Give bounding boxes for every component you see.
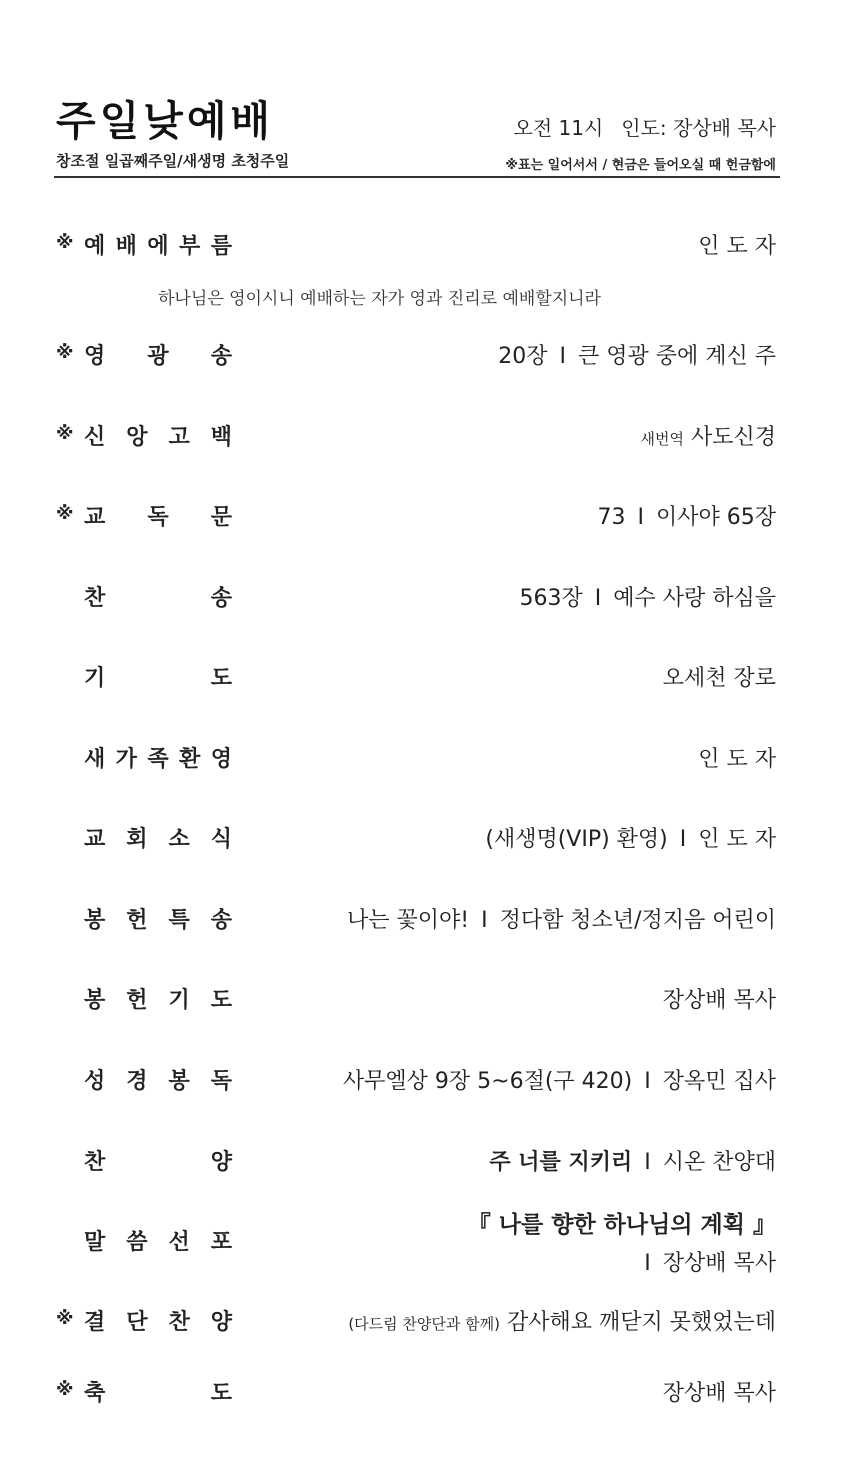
label-char: 새 bbox=[84, 747, 106, 772]
service-subtitle: 창조절 일곱째주일/새생명 초청주일 bbox=[56, 152, 290, 170]
label-char: 헌 bbox=[126, 908, 148, 933]
label-char: 말 bbox=[84, 1230, 106, 1255]
label-char: 독 bbox=[147, 505, 169, 530]
label-char: 교 bbox=[84, 505, 106, 530]
order-item-value bbox=[498, 339, 776, 370]
order-item-special-song bbox=[0, 900, 860, 940]
label-char: 축 bbox=[84, 1381, 106, 1406]
label-char: 도 bbox=[210, 666, 232, 691]
label-char: 봉 bbox=[168, 1069, 190, 1094]
closing-song-title: 감사해요 깨닫지 못했었는데 bbox=[506, 1310, 776, 1335]
header-divider bbox=[54, 176, 780, 178]
order-item-gloria bbox=[0, 336, 860, 376]
sermon-title: 『 나를 향한 하나님의 계획 』 bbox=[467, 1212, 776, 1238]
label-char: 식 bbox=[210, 827, 232, 852]
label-char: 족 bbox=[147, 747, 169, 772]
scripture-reader: 장옥민 집사 bbox=[662, 1069, 776, 1094]
separator: I bbox=[594, 586, 602, 611]
service-leader: 인도: 장상배 목사 bbox=[621, 116, 776, 140]
label-char: 광 bbox=[147, 344, 169, 369]
separator: I bbox=[679, 827, 687, 852]
label-char: 도 bbox=[210, 988, 232, 1013]
order-item-label bbox=[84, 983, 232, 1014]
label-char: 양 bbox=[210, 1150, 232, 1175]
label-char: 양 bbox=[210, 1310, 232, 1335]
label-char: 단 bbox=[126, 1310, 148, 1335]
label-char: 봉 bbox=[84, 908, 106, 933]
order-item-closing-song bbox=[0, 1302, 860, 1342]
order-item-call-to-worship bbox=[0, 226, 860, 266]
label-char: 소 bbox=[168, 827, 190, 852]
order-item-prayer bbox=[0, 658, 860, 698]
order-item-value bbox=[485, 822, 776, 853]
label-char: 독 bbox=[210, 1069, 232, 1094]
order-item-label bbox=[84, 500, 232, 531]
order-item-anthem bbox=[0, 1142, 860, 1182]
anthem-title: 주 너를 지키리 bbox=[489, 1150, 633, 1175]
label-char: 부 bbox=[179, 234, 201, 259]
label-char: 영 bbox=[84, 344, 106, 369]
stand-marker: ※ bbox=[56, 423, 74, 444]
separator: I bbox=[481, 908, 488, 933]
song-title: 나는 꽃이야! bbox=[346, 908, 470, 933]
order-item-value bbox=[519, 581, 776, 612]
label-char: 백 bbox=[210, 425, 232, 450]
label-char: 고 bbox=[168, 425, 190, 450]
label-char: 에 bbox=[147, 234, 169, 259]
order-item-value: 오세천 장로 bbox=[662, 666, 776, 691]
order-item-church-news bbox=[0, 819, 860, 859]
separator: I bbox=[637, 505, 644, 530]
hymn-title: 예수 사랑 하심을 bbox=[613, 586, 776, 611]
order-item-welcome bbox=[0, 739, 860, 779]
label-char: 포 bbox=[210, 1230, 232, 1255]
hymn-title: 큰 영광 중에 계신 주 bbox=[578, 344, 776, 369]
order-item-label bbox=[84, 1064, 232, 1095]
order-item-value bbox=[348, 1305, 776, 1336]
label-char: 앙 bbox=[126, 425, 148, 450]
order-item-label bbox=[84, 1305, 232, 1336]
order-item-label bbox=[84, 581, 232, 612]
label-char: 송 bbox=[210, 344, 232, 369]
order-item-responsive-reading bbox=[0, 497, 860, 537]
order-item-value bbox=[347, 903, 776, 934]
order-item-hymn bbox=[0, 578, 860, 618]
service-title: 주일낮예배 bbox=[56, 97, 275, 145]
reading-number: 73 bbox=[597, 505, 626, 530]
order-item-value: 인 도 자 bbox=[698, 234, 776, 259]
label-char: 찬 bbox=[168, 1310, 190, 1335]
order-item-offering-prayer bbox=[0, 980, 860, 1020]
label-char: 경 bbox=[126, 1069, 148, 1094]
translation-note: 새번역 bbox=[640, 430, 684, 448]
stand-marker: ※ bbox=[56, 342, 74, 363]
service-time: 오전 11시 bbox=[513, 116, 604, 140]
preacher-name: 장상배 목사 bbox=[662, 1251, 776, 1276]
order-item-label bbox=[84, 903, 232, 934]
order-item-value: 장상배 목사 bbox=[662, 988, 776, 1013]
label-char: 름 bbox=[210, 234, 232, 259]
label-char: 가 bbox=[115, 747, 137, 772]
label-char: 송 bbox=[210, 908, 232, 933]
label-char: 도 bbox=[210, 1381, 232, 1406]
hymn-number: 563장 bbox=[519, 586, 583, 611]
label-char: 찬 bbox=[84, 1150, 106, 1175]
label-char: 예 bbox=[84, 234, 106, 259]
label-char: 회 bbox=[126, 827, 148, 852]
order-item-value: 인 도 자 bbox=[698, 747, 776, 772]
label-char: 특 bbox=[168, 908, 190, 933]
separator: I bbox=[644, 1251, 651, 1276]
label-char: 씀 bbox=[126, 1230, 148, 1255]
label-char: 송 bbox=[210, 586, 232, 611]
separator: I bbox=[644, 1069, 651, 1094]
stand-marker: ※ bbox=[56, 232, 74, 253]
scripture-passage: 사무엘상 9장 5~6절(구 420) bbox=[342, 1069, 633, 1094]
label-char: 교 bbox=[84, 827, 106, 852]
with-team-note: (다드림 찬양단과 함께) bbox=[348, 1315, 500, 1333]
stand-marker: ※ bbox=[56, 1308, 74, 1329]
hymn-number: 20장 bbox=[498, 344, 548, 369]
news-detail: (새생명(VIP) 환영) bbox=[485, 827, 668, 852]
label-char: 기 bbox=[168, 988, 190, 1013]
order-item-label bbox=[84, 1376, 232, 1407]
order-item-value bbox=[598, 500, 777, 531]
label-char: 봉 bbox=[84, 988, 106, 1013]
label-char: 문 bbox=[210, 505, 232, 530]
order-item-creed bbox=[0, 417, 860, 457]
label-char: 기 bbox=[84, 666, 106, 691]
label-char: 영 bbox=[210, 747, 232, 772]
label-char: 결 bbox=[84, 1310, 106, 1335]
order-item-value bbox=[343, 1064, 776, 1095]
sermon-preacher bbox=[632, 1246, 776, 1277]
label-char: 선 bbox=[168, 1230, 190, 1255]
label-char: 성 bbox=[84, 1069, 106, 1094]
label-char: 신 bbox=[84, 425, 106, 450]
stand-marker: ※ bbox=[56, 1379, 74, 1400]
separator: I bbox=[559, 344, 566, 369]
label-char: 배 bbox=[115, 234, 137, 259]
order-item-value bbox=[641, 420, 777, 451]
order-item-label bbox=[84, 339, 232, 370]
order-item-benediction bbox=[0, 1373, 860, 1413]
order-item-label bbox=[84, 661, 232, 692]
order-item-scripture-reading bbox=[0, 1061, 860, 1101]
news-presenter: 인 도 자 bbox=[698, 827, 776, 852]
scripture-quote: 하나님은 영이시니 예배하는 자가 영과 진리로 예배할지니라 bbox=[158, 289, 601, 309]
order-item-value: 장상배 목사 bbox=[662, 1381, 776, 1406]
reading-text: 이사야 65장 bbox=[656, 505, 776, 530]
order-item-label bbox=[84, 229, 232, 260]
performer: 정다함 청소년/정지음 어린이 bbox=[499, 908, 776, 933]
label-char: 헌 bbox=[126, 988, 148, 1013]
label-char: 찬 bbox=[84, 586, 106, 611]
service-time-info bbox=[514, 112, 776, 141]
choir-name: 시온 찬양대 bbox=[662, 1150, 776, 1175]
order-item-label bbox=[84, 822, 232, 853]
creed-name: 사도신경 bbox=[690, 425, 776, 450]
label-char: 환 bbox=[179, 747, 201, 772]
stand-marker: ※ bbox=[56, 503, 74, 524]
separator: I bbox=[644, 1150, 651, 1175]
order-item-label bbox=[84, 420, 232, 451]
order-item-label bbox=[84, 742, 232, 773]
order-item-label bbox=[84, 1145, 232, 1176]
order-item-label bbox=[84, 1225, 232, 1256]
order-item-value bbox=[489, 1145, 776, 1176]
standing-note: ※표는 일어서서 / 현금은 들어오실 때 헌금함에 bbox=[505, 158, 776, 173]
